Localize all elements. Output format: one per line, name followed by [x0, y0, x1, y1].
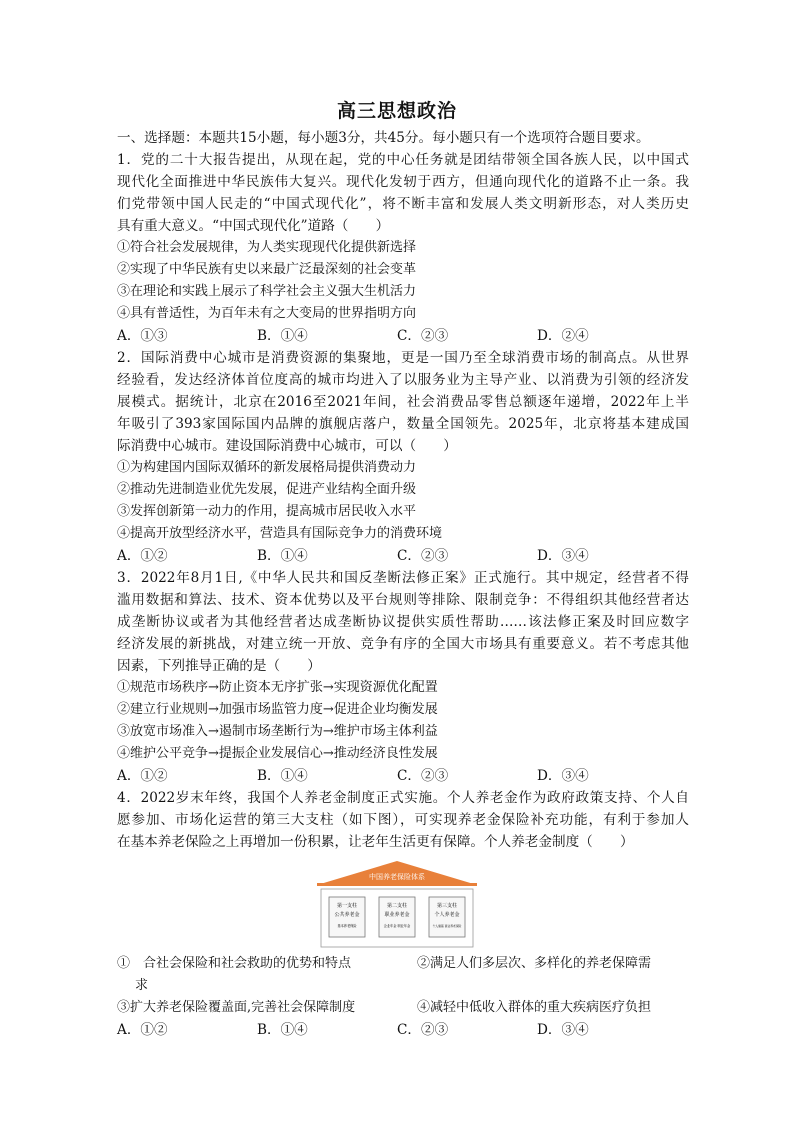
question-stem-line: 2．国际消费中心城市是消费资源的集聚地，更是一国乃至全球消费市场的制高点。从世界 [117, 350, 689, 366]
choice-a[interactable]: A．①② [117, 768, 168, 784]
question-stem-line: 4．2022岁末年终，我国个人养老金制度正式实施。个人养老金作为政府政策支持、个人自 [117, 790, 689, 806]
question-stem-line: 际消费中心城市。建设国际消费中心城市，可以（ ） [117, 438, 457, 454]
statement-option: ④具有普适性，为百年未有之大变局的世界指明方向 [117, 306, 417, 321]
question-2 [117, 347, 689, 567]
statement-option: ①规范市场秩序→防止资本无序扩张→实现资源优化配置 [117, 680, 438, 695]
question-stem-line: 经济发展的新挑战，对建立统一开放、竞争有序的全国大市场具有重要意义。若不考虑其他 [117, 636, 689, 652]
pillar-sub: 基本养老保险 [337, 924, 357, 928]
question-stem-line: 在基本养老保险之上再增加一份积累，让老年生活更有保障。个人养老金制度（ ） [117, 834, 634, 850]
pillar-type: 公共养老金 [334, 912, 360, 918]
question-1 [117, 149, 689, 347]
choice-b[interactable]: B．①④ [257, 548, 308, 564]
pillar-type: 个人养老金 [434, 912, 460, 918]
pension-pillars-figure [117, 853, 689, 953]
choice-d[interactable]: D．③④ [537, 768, 589, 784]
roof-label: 中国养老保险体系 [369, 873, 425, 881]
statement-option: ③发挥创新第一动力的作用，提高城市居民收入水平 [117, 504, 417, 519]
question-stem-line: 3．2022年8月1日,《中华人民共和国反垄断法修正案》正式施行。其中规定，经营者不得 [117, 570, 689, 586]
pillar-1 [329, 897, 365, 937]
statement-options-grid [117, 997, 689, 1019]
choice-c[interactable]: C．②③ [397, 548, 449, 564]
answer-choices [117, 325, 689, 347]
choice-b[interactable]: B．①④ [257, 1022, 308, 1038]
statement-option: ②满足人们多层次、多样化的养老保障需 [417, 956, 652, 971]
statement-option: ④提高开放型经济水平，营造具有国际竞争力的消费环境 [117, 526, 443, 541]
answer-choices [117, 765, 689, 787]
section-header: 一、选择题：本题共15小题，每小题3分，共45分。每小题只有一个选项符合题目要求。 [117, 130, 650, 146]
choice-b[interactable]: B．①④ [257, 328, 308, 344]
pillar-sub: 个人储蓄 商业养老保险 [432, 924, 462, 928]
question-stem-line: 滥用数据和算法、技术、资本优势以及平台规则等排除、限制竞争：不得组织其他经营者达 [117, 592, 689, 608]
question-4 [117, 787, 689, 1041]
choice-c[interactable]: C．②③ [397, 328, 449, 344]
answer-choices [117, 1019, 689, 1041]
question-stem-line: 们党带领中国人民走的“中国式现代化”，将不断丰富和发展人类文明新形态，对人类历史 [117, 196, 689, 212]
question-stem-line: 现代化全面推进中华民族伟大复兴。现代化发轫于西方，但通向现代化的道路不止一条。我 [117, 174, 689, 190]
question-stem-line: 1．党的二十大报告提出，从现在起，党的中心任务就是团结带领全国各族人民，以中国式 [117, 152, 689, 168]
question-stem-line: 展模式。据统计，北京在2016至2021年间，社会消费品零售总额逐年递增，2022年上半 [117, 394, 689, 410]
statement-option: ②推动先进制造业优先发展，促进产业结构全面升级 [117, 482, 417, 497]
pillar-2 [379, 897, 415, 937]
statement-option: ②实现了中华民族有史以来最广泛最深刻的社会变革 [117, 262, 417, 277]
choice-b[interactable]: B．①④ [257, 768, 308, 784]
statement-option: ①为构建国内国际双循环的新发展格局提供消费动力 [117, 460, 417, 475]
statement-option: ① 合社会保险和社会救助的优势和特点 [117, 956, 352, 971]
choice-d[interactable]: D．③④ [537, 1022, 589, 1038]
choice-a[interactable]: A．①② [117, 1022, 168, 1038]
question-stem-line: 愿参加、市场化运营的第三大支柱（如下图），可实现养老金保险补充功能，有利于参加人 [117, 812, 689, 828]
pillar-name: 第三支柱 [436, 903, 458, 909]
page-title: 高三思想政治 [336, 100, 457, 122]
question-stem-line: 因素，下列推导正确的是（ ） [117, 658, 321, 674]
statement-option: ①符合社会发展规律，为人类实现现代化提供新选择 [117, 240, 417, 255]
statement-option: ②建立行业规则→加强市场监管力度→促进企业均衡发展 [117, 702, 438, 717]
statement-option: ④减轻中低收入群体的重大疾病医疗负担 [417, 1000, 652, 1015]
choice-a[interactable]: A．①③ [117, 328, 168, 344]
pillar-name: 第二支柱 [386, 903, 408, 909]
answer-choices [117, 545, 689, 567]
question-stem-line: 具有重大意义。“中国式现代化”道路（ ） [117, 218, 390, 234]
roof-beam [317, 883, 477, 886]
question-3 [117, 567, 689, 787]
question-stem-line: 经验看，发达经济体首位度高的城市均进入了以服务业为主导产业、以消费为引领的经济发 [117, 372, 689, 388]
question-stem-line: 成垄断协议或者为其他经营者达成垄断协议提供实质性帮助……该法修正案及时回应数字 [117, 614, 689, 630]
statement-options-grid [117, 953, 689, 975]
statement-option: ③在理论和实践上展示了科学社会主义强大生机活力 [117, 284, 417, 299]
statement-option-wrap: 求 [135, 978, 149, 993]
question-stem-line: 年吸引了393家国际国内品牌的旗舰店落户，数量全国领先。2025年，北京将基本建成国 [117, 416, 689, 432]
choice-c[interactable]: C．②③ [397, 1022, 449, 1038]
pillar-sub: 企业年金 职业年金 [383, 924, 411, 928]
statement-option: ④维护公平竞争→提振企业发展信心→推动经济良性发展 [117, 746, 438, 761]
pillar-3 [429, 897, 465, 937]
pillar-type: 职业养老金 [384, 912, 410, 918]
statement-option: ③扩大养老保险覆盖面,完善社会保障制度 [117, 1000, 356, 1015]
choice-d[interactable]: D．③④ [537, 548, 589, 564]
choice-c[interactable]: C．②③ [397, 768, 449, 784]
question-content [117, 127, 689, 1041]
pension-system-diagram [317, 855, 477, 951]
statement-option: ③放宽市场准入→遏制市场垄断行为→维护市场主体利益 [117, 724, 438, 739]
pillar-name: 第一支柱 [336, 903, 358, 909]
choice-a[interactable]: A．①② [117, 548, 168, 564]
choice-d[interactable]: D．②④ [537, 328, 589, 344]
